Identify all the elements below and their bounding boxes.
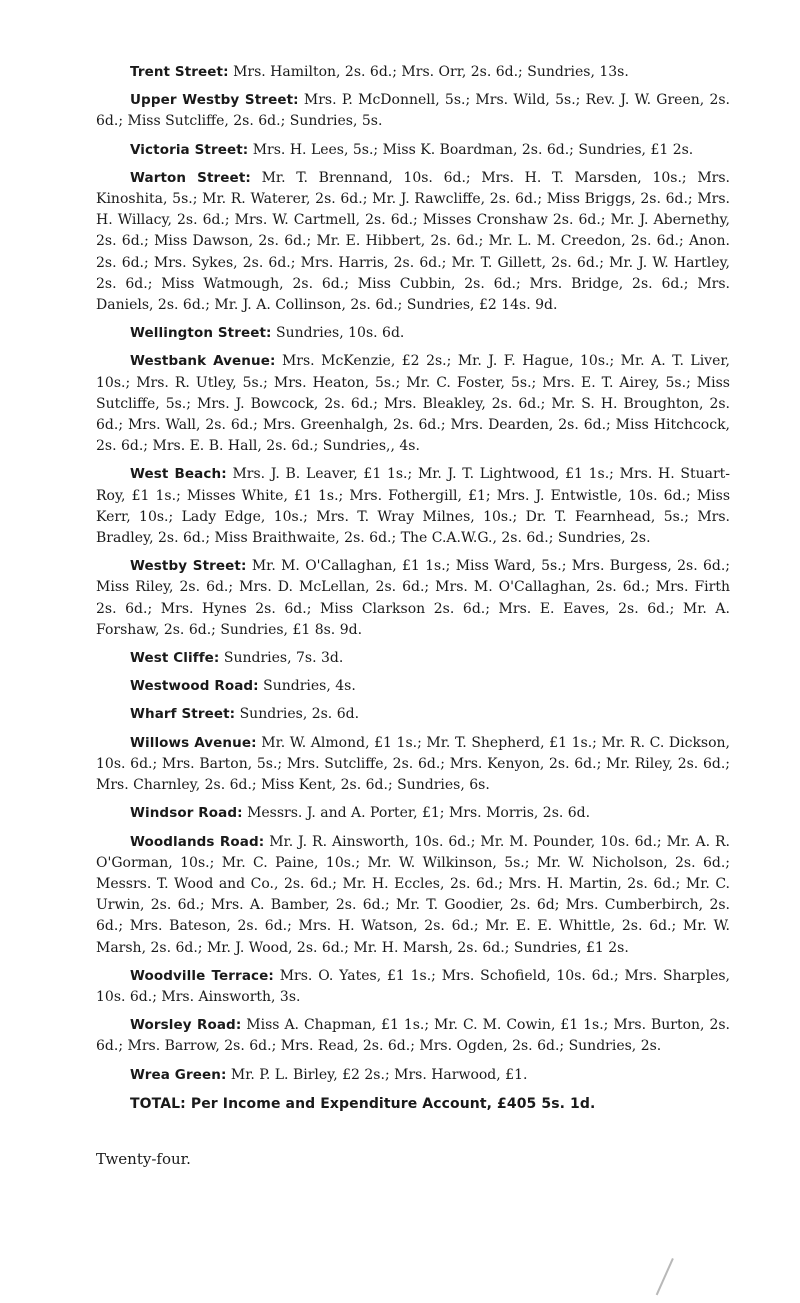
street-name: Westbank Avenue: [130,353,276,370]
street-entry [96,1065,730,1086]
donor-list: Sundries, 2s. 6d. [239,706,360,723]
page-folio: Twenty-four. [96,1150,191,1168]
street-name: Warton Street: [130,169,251,186]
street-name: Westwood Road: [130,678,259,695]
street-entry [96,464,730,549]
street-entry [96,90,730,132]
street-entry [96,556,730,641]
street-name: Wellington Street: [130,325,272,342]
street-entry [96,966,730,1008]
street-entries [96,62,730,1086]
street-entry [96,648,730,669]
donor-list: Messrs. J. and A. Porter, £1; Mrs. Morris, 2s. 6d. [247,805,591,822]
street-name: West Cliffe: [130,650,220,667]
donor-list: Mrs. H. Lees, 5s.; Miss K. Boardman, 2s. 6d.; Sundries, £1 2s. [252,141,694,158]
donation-list [96,62,730,1112]
street-entry [96,168,730,316]
street-name: Windsor Road: [130,805,243,822]
donor-list: Mrs. O. Yates, £1 1s.; Mrs. Schofield, 10s. 6d.; Mrs. Sharples, 10s. 6d.; Mrs. Ainsworth, 3s. [96,967,731,1005]
street-name: Worsley Road: [130,1017,242,1034]
street-entry [96,676,730,697]
donor-list: Mrs. McKenzie, £2 2s.; Mr. J. F. Hague, 10s.; Mr. A. T. Liver, 10s.; Mrs. R. Utley, 5s.; Mrs. Heaton, 5s.; Mr. C. Foster, 5s.; Mrs. E. T. Airey, 5s.; Miss Sutcliffe, 5s.; Mrs. J. Bowcock, 2s. 6d.; Mrs. Bleakley, 2s. 6d.; Mr. S. H. Broughton, 2s. 6d.; Mrs. Wall, 2s. 6d.; Mrs. Greenhalgh, 2s. 6d.; Mrs. Dearden, 2s. 6d.; Miss Hitchcock, 2s. 6d.; Mrs. E. B. Hall, 2s. 6d.; Sundries,, 4s. [96,353,730,455]
street-name: Westby Street: [130,558,247,575]
street-name: Willows Avenue: [130,734,257,751]
street-name: Trent Street: [130,64,229,80]
street-name: Woodlands Road: [130,833,265,850]
street-name: Wrea Green: [130,1066,227,1083]
donor-list: Mr. J. R. Ainsworth, 10s. 6d.; Mr. M. Pounder, 10s. 6d.; Mr. A. R. O'Gorman, 10s.; Mr. C. Paine, 10s.; Mr. W. Wilkinson, 5s.; Mr. W. Nicholson, 2s. 6d.; Messrs. T. Wood and Co., 2s. 6d.; Mr. H. Eccles, 2s. 6d.; Mrs. H. Martin, 2s. 6d.; Mr. C. Urwin, 2s. 6d.; Mrs. A. Bamber, 2s. 6d.; Mr. T. Goodier, 2s. 6d; Mrs. Cumberbirch, 2s. 6d.; Mrs. Bateson, 2s. 6d.; Mrs. H. Watson, 2s. 6d.; Mr. E. E. Whittle, 2s. 6d.; Mr. W. Marsh, 2s. 6d.; Mr. J. Wood, 2s. 6d.; Mr. H. Marsh, 2s. 6d.; Sundries, £1 2s. [96,833,730,956]
street-entry [96,1015,730,1057]
street-entry [96,140,730,161]
donor-list: Sundries, 7s. 3d. [223,650,344,667]
donor-list: Miss A. Chapman, £1 1s.; Mr. C. M. Cowin, £1 1s.; Mrs. Burton, 2s. 6d.; Mrs. Barrow, 2s. 6d.; Mrs. Read, 2s. 6d.; Mrs. Ogden, 2s. 6d.; Sundries, 2s. [96,1017,731,1055]
donor-list: Sundries, 10s. 6d. [276,325,405,342]
donor-list: Mr. W. Almond, £1 1s.; Mr. T. Shepherd, £1 1s.; Mr. R. C. Dickson, 10s. 6d.; Mrs. Barton, 5s.; Mrs. Sutcliffe, 2s. 6d.; Mrs. Kenyon, 2s. 6d.; Mr. Riley, 2s. 6d.; Mrs. Charnley, 2s. 6d.; Miss Kent, 2s. 6d.; Sundries, 6s. [96,734,731,794]
street-entry [96,704,730,725]
street-entry [96,832,730,959]
street-name: Woodville Terrace: [130,967,274,984]
donor-list: Mr. M. O'Callaghan, £1 1s.; Miss Ward, 5s.; Mrs. Burgess, 2s. 6d.; Miss Riley, 2s. 6d.; Mrs. D. McLellan, 2s. 6d.; Mrs. M. O'Callaghan, 2s. 6d.; Mrs. Firth 2s. 6d.; Mrs. Hynes 2s. 6d.; Miss Clarkson 2s. 6d.; Mrs. E. Eaves, 2s. 6d.; Mr. A. Forshaw, 2s. 6d.; Sundries, £1 8s. 9d. [96,558,730,638]
street-entry [96,62,730,83]
street-entry [96,351,730,457]
donor-list: Mrs. P. McDonnell, 5s.; Mrs. Wild, 5s.; Rev. J. W. Green, 2s. 6d.; Miss Sutcliffe, 2s. 6d.; Sundries, 5s. [96,92,730,130]
donor-list: Mrs. Hamilton, 2s. 6d.; Mrs. Orr, 2s. 6d.; Sundries, 13s. [233,64,629,80]
donor-list: Sundries, 4s. [263,678,356,695]
street-name: Victoria Street: [130,141,249,158]
pencil-mark [656,1258,674,1295]
total-line: TOTAL: Per Income and Expenditure Account, £405 5s. 1d. [130,1095,596,1112]
donor-list: Mr. P. L. Birley, £2 2s.; Mrs. Harwood, £1. [230,1066,528,1083]
street-name: Wharf Street: [130,706,236,723]
donor-list: Mrs. J. B. Leaver, £1 1s.; Mr. J. T. Lightwood, £1 1s.; Mrs. H. Stuart-Roy, £1 1s.; Misses White, £1 1s.; Mrs. Fothergill, £1; Mrs. J. Entwistle, 10s. 6d.; Miss Kerr, 10s.; Lady Edge, 10s.; Mrs. T. Wray Milnes, 10s.; Dr. T. Fearnhead, 5s.; Mrs. Bradley, 2s. 6d.; Miss Braithwaite, 2s. 6d.; The C.A.W.G., 2s. 6d.; Sundries, 2s. [96,466,731,547]
street-entry [96,803,730,824]
street-name: West Beach: [130,466,227,483]
street-name: Upper Westby Street: [130,92,299,109]
donor-list: Mr. T. Brennand, 10s. 6d.; Mrs. H. T. Marsden, 10s.; Mrs. Kinoshita, 5s.; Mr. R. Waterer, 2s. 6d.; Mr. J. Rawcliffe, 2s. 6d.; Miss Briggs, 2s. 6d.; Mrs. H. Willacy, 2s. 6d.; Mrs. W. Cartmell, 2s. 6d.; Misses Cronshaw 2s. 6d.; Mr. J. Abernethy, 2s. 6d.; Miss Dawson, 2s. 6d.; Mr. E. Hibbert, 2s. 6d.; Mr. L. M. Creedon, 2s. 6d.; Anon. 2s. 6d.; Mrs. Sykes, 2s. 6d.; Mrs. Harris, 2s. 6d.; Mr. T. Gillett, 2s. 6d.; Mr. J. W. Hartley, 2s. 6d.; Miss Watmough, 2s. 6d.; Miss Cubbin, 2s. 6d.; Mrs. Bridge, 2s. 6d.; Mrs. Daniels, 2s. 6d.; Mr. J. A. Collinson, 2s. 6d.; Sundries, £2 14s. 9d. [96,169,730,314]
street-entry [96,733,730,797]
street-entry [96,323,730,344]
